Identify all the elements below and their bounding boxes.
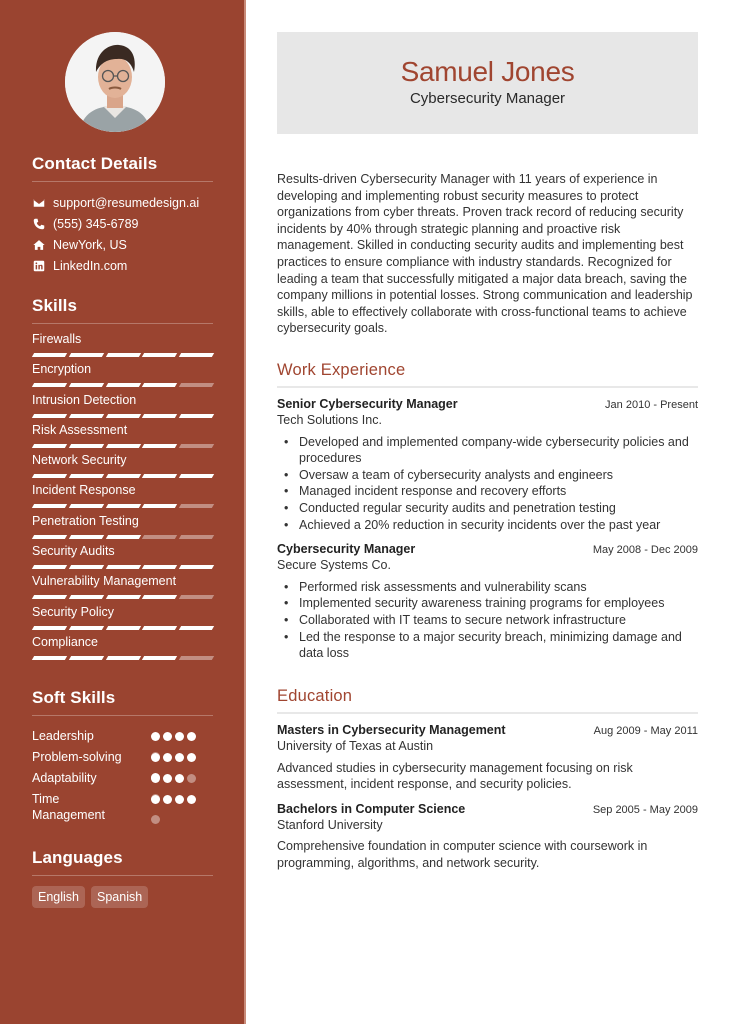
rating-dot bbox=[151, 795, 160, 804]
skill-bar-segment bbox=[142, 565, 177, 569]
soft-skill-label: Problem-solving bbox=[32, 750, 122, 764]
skill-bar-segment bbox=[142, 656, 177, 660]
soft-skill-item bbox=[32, 768, 213, 789]
soft-skill-label: Leadership bbox=[32, 729, 94, 743]
rating-dot bbox=[175, 774, 184, 783]
contact-phone-text: (555) 345-6789 bbox=[53, 216, 139, 231]
rating-dot bbox=[187, 753, 196, 762]
skill-bar-segment bbox=[32, 383, 67, 387]
skill-bar-segment bbox=[179, 535, 214, 539]
skill-bar-segment bbox=[69, 535, 104, 539]
skill-label: Intrusion Detection bbox=[32, 392, 137, 407]
contact-email-text: support@resumedesign.ai bbox=[53, 195, 200, 210]
job-bullet: • Implemented security awareness training programs for employees bbox=[277, 595, 698, 612]
skill-bar-segment bbox=[142, 444, 177, 448]
skill-item bbox=[32, 419, 213, 449]
degree-name: Masters in Cybersecurity Management bbox=[277, 723, 506, 737]
skills-heading: Skills bbox=[32, 296, 213, 324]
skill-bar-segment bbox=[32, 474, 67, 478]
school-name: University of Texas at Austin bbox=[277, 739, 434, 753]
skill-bar-segment bbox=[32, 565, 67, 569]
skill-label: Risk Assessment bbox=[32, 422, 128, 437]
job-bullet: • Oversaw a team of cybersecurity analysts and engineers bbox=[277, 467, 698, 484]
language-tag: Spanish bbox=[91, 886, 148, 908]
skill-bar-segment bbox=[179, 474, 214, 478]
skill-rating-bars bbox=[32, 535, 213, 539]
skill-label: Penetration Testing bbox=[32, 513, 139, 528]
skill-bar-segment bbox=[105, 626, 140, 630]
experience-heading: Work Experience bbox=[277, 360, 698, 388]
skill-bar-segment bbox=[179, 414, 214, 418]
skill-label: Security Audits bbox=[32, 544, 115, 559]
skill-bar-segment bbox=[105, 414, 140, 418]
job-bullet: • Led the response to a major security breach, minimizing damage and data loss bbox=[277, 629, 698, 662]
rating-dot bbox=[187, 795, 196, 804]
soft-skill-label: Time Management bbox=[32, 792, 105, 822]
rating-dot bbox=[151, 774, 160, 783]
skill-bar-segment bbox=[32, 626, 67, 630]
degree-date: Sep 2005 - May 2009 bbox=[592, 803, 698, 816]
summary-text: Results-driven Cybersecurity Manager with 11 years of experience in developing and implementing robust security measures to protect organizations from cyber threats. Proven track record of reducing security incidents by 40% through strategic planning and proactive risk management. Skilled in conducting security audits and implementing best practices to ensure compliance with industry standards. Recognized for leading a team that successfully mitigated a major data breach, saving the company millions in potential losses. Strong communication and leadership skills, able to effectively collaborate with cross-functional teams to achieve cybersecurity goals. bbox=[277, 172, 693, 336]
skill-label: Firewalls bbox=[32, 332, 82, 346]
degree-name: Bachelors in Computer Science bbox=[277, 801, 466, 816]
skill-item bbox=[32, 631, 213, 661]
soft-skills-section bbox=[32, 688, 213, 822]
job-bullet: • Conducted regular security audits and penetration testing bbox=[277, 500, 698, 517]
languages-section bbox=[32, 848, 213, 908]
experience-entry bbox=[277, 396, 698, 533]
skill-rating-bars bbox=[32, 353, 213, 357]
job-bullet: • Managed incident response and recovery efforts bbox=[277, 483, 698, 500]
languages-list bbox=[32, 886, 213, 908]
skill-bar-segment bbox=[69, 414, 104, 418]
skill-bar-segment bbox=[142, 535, 177, 539]
skill-label: Security Policy bbox=[32, 604, 114, 619]
rating-dot bbox=[175, 753, 184, 762]
contact-email[interactable] bbox=[32, 192, 213, 213]
skill-rating-bars bbox=[32, 565, 213, 569]
job-role: Cybersecurity Manager bbox=[277, 542, 416, 557]
skill-bar-segment bbox=[179, 444, 214, 448]
job-bullet: • Achieved a 20% reduction in security incidents over the past year bbox=[277, 517, 698, 534]
skill-bar-segment bbox=[69, 474, 104, 478]
skill-bar-segment bbox=[32, 595, 67, 599]
skill-bar-segment bbox=[105, 383, 140, 387]
job-company: Secure Systems Co. bbox=[277, 558, 391, 573]
skill-bar-segment bbox=[105, 444, 140, 448]
skill-rating-bars bbox=[32, 504, 213, 508]
envelope-icon bbox=[32, 196, 45, 209]
skill-bar-segment bbox=[32, 414, 67, 418]
skill-bar-segment bbox=[105, 565, 140, 569]
skill-label: Vulnerability Management bbox=[32, 574, 177, 589]
language-tag: English bbox=[32, 886, 85, 908]
skill-rating-bars bbox=[32, 444, 213, 448]
skill-rating-bars bbox=[32, 414, 213, 418]
job-date: Jan 2010 - Present bbox=[605, 399, 698, 411]
skill-bar-segment bbox=[142, 353, 177, 357]
skill-bar-segment bbox=[32, 535, 67, 539]
degree-description: Advanced studies in cybersecurity management focusing on risk assessment, incident response, and security policies. bbox=[277, 760, 633, 792]
skill-bar-segment bbox=[105, 595, 140, 599]
rating-dot bbox=[163, 732, 172, 741]
sidebar-divider bbox=[244, 0, 246, 1024]
skill-item bbox=[32, 601, 213, 631]
experience-entry bbox=[277, 541, 698, 662]
skill-item bbox=[32, 479, 213, 509]
skill-bar-segment bbox=[32, 656, 67, 660]
skill-bar-segment bbox=[69, 383, 104, 387]
contact-location bbox=[32, 234, 213, 255]
resume-header bbox=[277, 32, 698, 134]
skill-label: Network Security bbox=[32, 453, 127, 468]
skill-rating-bars bbox=[32, 474, 213, 478]
skill-bar-segment bbox=[69, 353, 104, 357]
skill-bar-segment bbox=[69, 595, 104, 599]
skill-bar-segment bbox=[179, 626, 214, 630]
job-bullet: • Collaborated with IT teams to secure network infrastructure bbox=[277, 612, 698, 629]
skill-bar-segment bbox=[105, 535, 140, 539]
skill-bar-segment bbox=[142, 504, 177, 508]
skills-section bbox=[32, 296, 213, 661]
skill-bar-segment bbox=[69, 444, 104, 448]
education-heading: Education bbox=[277, 686, 698, 714]
rating-dot bbox=[163, 795, 172, 804]
soft-skill-item bbox=[32, 747, 213, 768]
skill-bar-segment bbox=[142, 383, 177, 387]
job-company: Tech Solutions Inc. bbox=[277, 413, 382, 427]
skill-bar-segment bbox=[69, 656, 104, 660]
rating-dot bbox=[187, 732, 196, 741]
contact-location-text: NewYork, US bbox=[53, 237, 127, 252]
rating-dot bbox=[151, 732, 160, 741]
phone-icon bbox=[32, 217, 45, 230]
avatar bbox=[65, 32, 165, 132]
skill-label: Compliance bbox=[32, 634, 99, 649]
rating-dot bbox=[151, 815, 160, 824]
skills-list bbox=[32, 328, 213, 661]
skill-bar-segment bbox=[69, 565, 104, 569]
degree-date: Aug 2009 - May 2011 bbox=[593, 725, 698, 737]
skill-bar-segment bbox=[179, 383, 214, 387]
skill-bar-segment bbox=[105, 504, 140, 508]
rating-dot bbox=[163, 753, 172, 762]
skill-bar-segment bbox=[32, 444, 67, 448]
contact-linkedin-text: LinkedIn.com bbox=[53, 258, 128, 273]
education-entry bbox=[277, 801, 698, 872]
rating-dot bbox=[175, 795, 184, 804]
experience-section bbox=[277, 360, 698, 662]
soft-skill-label: Adaptability bbox=[32, 771, 97, 785]
skill-item bbox=[32, 328, 213, 358]
rating-dot bbox=[151, 753, 160, 762]
job-date: May 2008 - Dec 2009 bbox=[592, 544, 698, 557]
skill-bar-segment bbox=[179, 656, 214, 660]
skill-label: Encryption bbox=[32, 362, 92, 377]
job-bullets bbox=[277, 434, 698, 534]
job-bullet: • Performed risk assessments and vulnerability scans bbox=[277, 579, 698, 596]
skill-rating-bars bbox=[32, 656, 213, 660]
soft-skill-item bbox=[32, 789, 213, 822]
skill-bar-segment bbox=[179, 504, 214, 508]
school-name: Stanford University bbox=[277, 817, 383, 832]
job-bullet: • Developed and implemented company-wide cybersecurity policies and procedures bbox=[277, 434, 698, 467]
contact-heading: Contact Details bbox=[32, 154, 213, 182]
skill-label: Incident Response bbox=[32, 483, 136, 498]
skill-bar-segment bbox=[69, 504, 104, 508]
skill-bar-segment bbox=[105, 656, 140, 660]
skill-item bbox=[32, 449, 213, 479]
contact-phone[interactable] bbox=[32, 213, 213, 234]
candidate-title: Cybersecurity Manager bbox=[409, 90, 566, 107]
skill-bar-segment bbox=[142, 474, 177, 478]
skill-bar-segment bbox=[105, 353, 140, 357]
education-section bbox=[277, 686, 698, 872]
contact-list bbox=[32, 192, 213, 276]
rating-dot bbox=[163, 774, 172, 783]
skill-item bbox=[32, 540, 213, 570]
rating-dot bbox=[175, 732, 184, 741]
soft-skill-item bbox=[32, 726, 213, 747]
soft-skills-heading: Soft Skills bbox=[32, 688, 213, 716]
languages-heading: Languages bbox=[32, 848, 213, 876]
soft-skills-list bbox=[32, 726, 213, 822]
degree-description: Comprehensive foundation in computer science with coursework in programming, algorithms, and network security. bbox=[277, 839, 648, 870]
candidate-name: Samuel Jones bbox=[400, 56, 575, 87]
skill-bar-segment bbox=[179, 595, 214, 599]
skill-bar-segment bbox=[142, 626, 177, 630]
skill-item bbox=[32, 570, 213, 600]
skill-bar-segment bbox=[179, 565, 214, 569]
skill-bar-segment bbox=[142, 595, 177, 599]
skill-item bbox=[32, 358, 213, 388]
soft-skill-rating-dots bbox=[151, 795, 199, 824]
person-photo-icon bbox=[65, 32, 165, 132]
skill-bar-segment bbox=[179, 353, 214, 357]
skill-bar-segment bbox=[69, 626, 104, 630]
job-bullets bbox=[277, 579, 698, 662]
linkedin-icon bbox=[32, 259, 45, 272]
home-icon bbox=[32, 238, 45, 251]
rating-dot bbox=[187, 774, 196, 783]
contact-linkedin[interactable] bbox=[32, 255, 213, 276]
skill-rating-bars bbox=[32, 383, 213, 387]
job-role: Senior Cybersecurity Manager bbox=[277, 397, 458, 411]
sidebar bbox=[0, 0, 244, 1024]
skill-bar-segment bbox=[105, 474, 140, 478]
skill-bar-segment bbox=[32, 504, 67, 508]
skill-rating-bars bbox=[32, 595, 213, 599]
skill-bar-segment bbox=[142, 414, 177, 418]
skill-item bbox=[32, 510, 213, 540]
skill-rating-bars bbox=[32, 626, 213, 630]
skill-item bbox=[32, 389, 213, 419]
skill-bar-segment bbox=[32, 353, 67, 357]
contact-section bbox=[32, 154, 213, 276]
education-entry bbox=[277, 722, 698, 793]
